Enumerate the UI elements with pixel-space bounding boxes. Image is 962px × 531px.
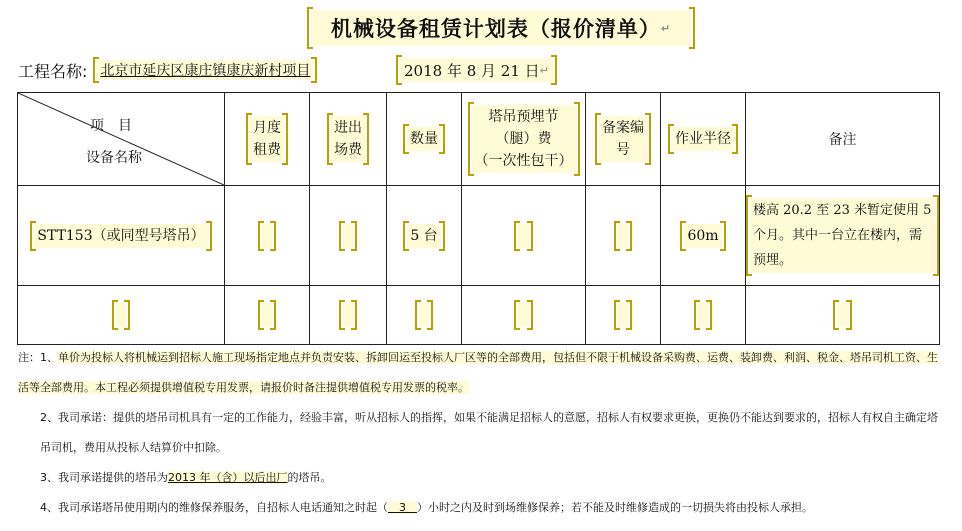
header-item-label: 项 目 bbox=[90, 118, 132, 134]
note-2: 2、我司承诺：提供的塔吊司机具有一定的工作能力，经验丰富，听从招标人的指挥，如果不能满足招标人的意愿，招标人有权要求更换，更换仍不能达到要求的，招标人有权自主确定塔吊司机，费用从投标人结算价中扣除。 bbox=[40, 411, 938, 454]
monthly-rent-cell[interactable] bbox=[225, 186, 310, 286]
project-line bbox=[18, 57, 313, 83]
quantity-cell[interactable] bbox=[387, 286, 462, 345]
note-3: 3、我司承诺提供的塔吊为2013 年（含）以后出厂的塔吊。 bbox=[40, 471, 332, 484]
page-title: 机械设备租赁计划表（报价清单） ↵ bbox=[311, 10, 691, 46]
quantity-cell[interactable]: 5 台 bbox=[387, 186, 462, 286]
header-working-radius: 作业半径 bbox=[661, 93, 746, 186]
header-quantity: 数量 bbox=[387, 93, 462, 186]
embedded-fee-cell[interactable] bbox=[462, 186, 586, 286]
remarks-cell[interactable] bbox=[746, 286, 940, 345]
paragraph-mark: ↵ bbox=[660, 21, 672, 35]
date-field[interactable]: 2018 年 8 月 21 日 ↵ bbox=[400, 58, 553, 82]
filing-number-cell[interactable] bbox=[586, 186, 661, 286]
paragraph-mark: ↵ bbox=[539, 63, 549, 77]
diagonal-line bbox=[18, 93, 224, 185]
header-equipment-label: 设备名称 bbox=[86, 150, 142, 166]
header-monthly-rent: 月度 租费 bbox=[225, 93, 310, 186]
equipment-table bbox=[17, 92, 940, 345]
embedded-fee-cell[interactable] bbox=[462, 286, 586, 345]
diagonal-header-cell bbox=[18, 93, 225, 186]
filing-number-cell[interactable] bbox=[586, 286, 661, 345]
working-radius-cell[interactable] bbox=[661, 286, 746, 345]
entry-fee-cell[interactable] bbox=[310, 286, 387, 345]
header-entry-fee: 进出 场费 bbox=[310, 93, 387, 186]
remarks-cell[interactable]: 楼高 20.2 至 23 米暂定使用 5 个月。其中一台立在楼内，需预埋。 bbox=[746, 186, 940, 286]
project-label: 工程名称: bbox=[18, 61, 88, 81]
table-row bbox=[18, 286, 940, 345]
header-remarks: 备注 bbox=[746, 93, 940, 186]
header-embedded-fee: 塔吊预埋节 （腿）费 （一次性包干） bbox=[462, 93, 586, 186]
note-1: 注：1、单价为投标人将机械运到招标人施工现场指定地点并负责安装、拆卸回运至投标人厂区等的全部费用，包括但不限于机械设备采购费、运费、装卸费、利润、税金、塔吊司机工资、生活等全部费用。本工程必须提供增值税专用发票，请报价时备注提供增值税专用发票的税率。 bbox=[18, 351, 938, 394]
manufacture-year-field[interactable]: 2013 年（含）以后出厂 bbox=[168, 471, 288, 484]
note-4: 4、我司承诺塔吊使用期内的维修保养服务，自招标人电话通知之时起（ 3 ）小时之内及时到场维修保养；若不能及时维修造成的一切损失将由投标人承担。 bbox=[40, 501, 813, 514]
working-radius-cell[interactable]: 60m bbox=[661, 186, 746, 286]
table-row bbox=[18, 186, 940, 286]
equipment-name-cell[interactable]: STT153（或同型号塔吊） bbox=[18, 186, 225, 286]
notes-section bbox=[18, 343, 938, 523]
response-hours-field[interactable]: 3 bbox=[388, 501, 417, 514]
monthly-rent-cell[interactable] bbox=[225, 286, 310, 345]
project-name-field[interactable]: 北京市延庆区康庄镇康庆新村项目 bbox=[97, 60, 313, 80]
table-header-row bbox=[18, 93, 940, 186]
header-filing-number: 备案编 号 bbox=[586, 93, 661, 186]
entry-fee-cell[interactable] bbox=[310, 186, 387, 286]
equipment-name-cell[interactable] bbox=[18, 286, 225, 345]
